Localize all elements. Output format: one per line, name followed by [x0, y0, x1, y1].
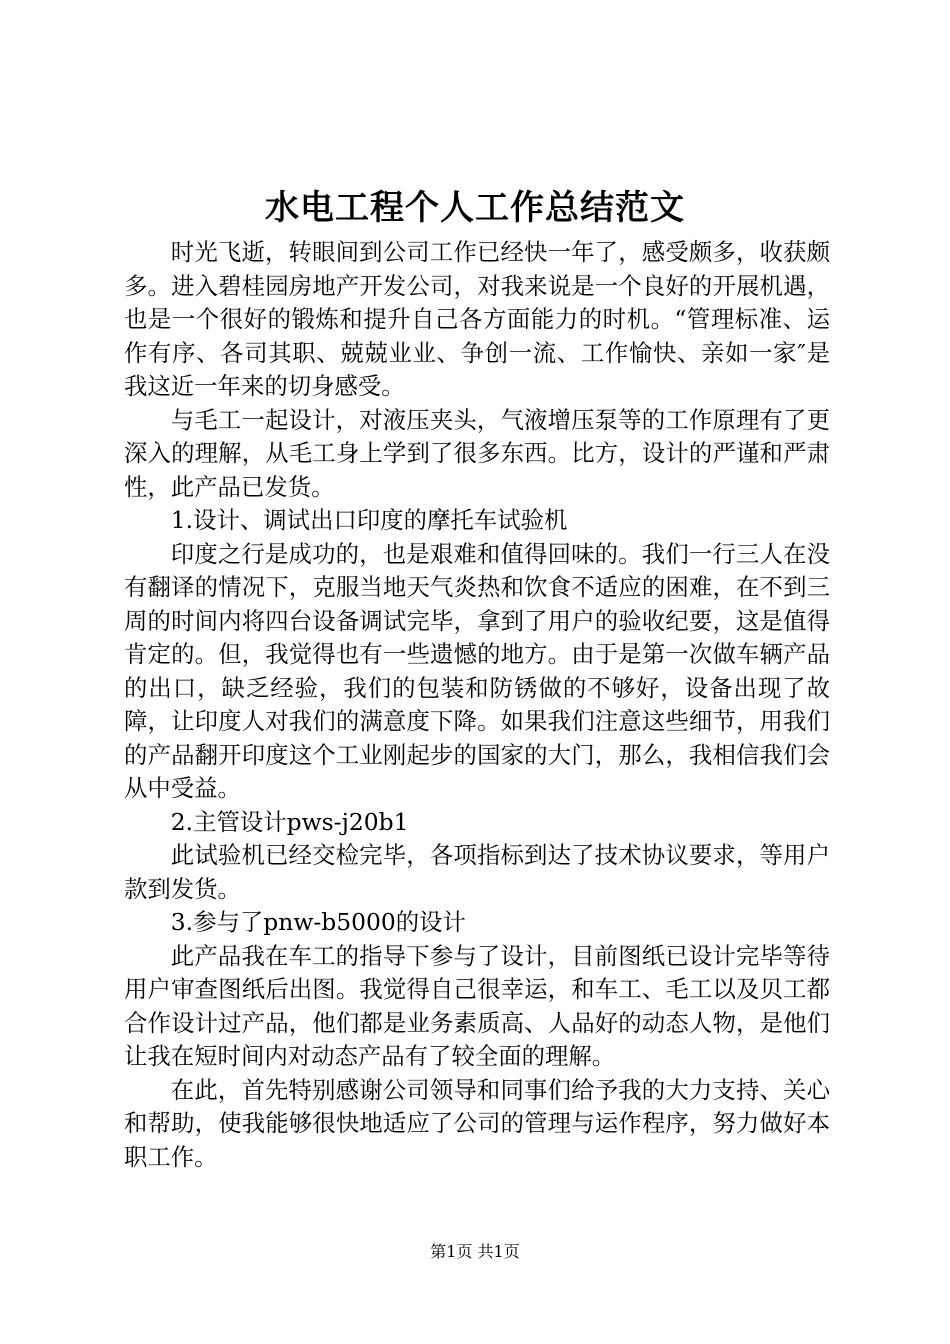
heading-item-1: 1.设计、调试出口印度的摩托车试验机 [170, 506, 568, 534]
heading-item-3: 3.参与了pnw-b5000的设计 [170, 908, 466, 936]
page-footer: 第1页 共1页 [430, 1242, 520, 1261]
paragraph-thanks: 在此，首先特别感谢公司领导和同事们给予我的大力支持、关心和帮助，使我能够很快地适应了公司的管理与运作程序，努力做好本职工作。 [124, 1075, 830, 1171]
heading-item-2: 2.主管设计pws-j20b1 [170, 807, 409, 836]
document-title: 水电工程个人工作总结范文 [265, 188, 685, 228]
paragraph-india-trip: 印度之行是成功的，也是艰难和值得回味的。我们一行三人在没有翻译的情况下，克服当地天气炎热和饮食不适应的困难，在不到三周的时间内将四台设备调试完毕，拿到了用户的验收纪要，这是值得肯定的。但，我觉得也有一些遗憾的地方。由于是第一次做车辆产品的出口，缺乏经验，我们的包装和防锈做的不够好，设备出现了故障，让印度人对我们的满意度下降。如果我们注意这些细节，用我们的产品翻开印度这个工业刚起步的国家的大门，那么，我相信我们会从中受益。 [124, 539, 830, 802]
paragraph-design-work: 与毛工一起设计，对液压夹头，气液增压泵等的工作原理有了更深入的理解，从毛工身上学到了很多东西。比方，设计的严谨和严肃性，此产品已发货。 [124, 405, 830, 501]
paragraph-product-design: 此产品我在车工的指导下参与了设计，目前图纸已设计完毕等待用户审查图纸后出图。我觉得自己很幸运，和车工、毛工以及贝工都合作设计过产品，他们都是业务素质高、人品好的动态人物，是他们让我在短时间内对动态产品有了较全面的理解。 [124, 941, 830, 1070]
paragraph-intro: 时光飞逝，转眼间到公司工作已经快一年了，感受颇多，收获颇多。进入碧桂园房地产开发公司，对我来说是一个良好的开展机遇，也是一个很好的锻炼和提升自己各方面能力的时机。“管理标准、运作有序、各司其职、兢兢业业、争创一流、工作愉快、亲如一家″是我这近一年来的切身感受。 [124, 238, 830, 400]
paragraph-test-machine: 此试验机已经交检完毕，各项指标到达了技术协议要求，等用户款到发货。 [124, 841, 830, 903]
document-body [124, 236, 830, 1174]
